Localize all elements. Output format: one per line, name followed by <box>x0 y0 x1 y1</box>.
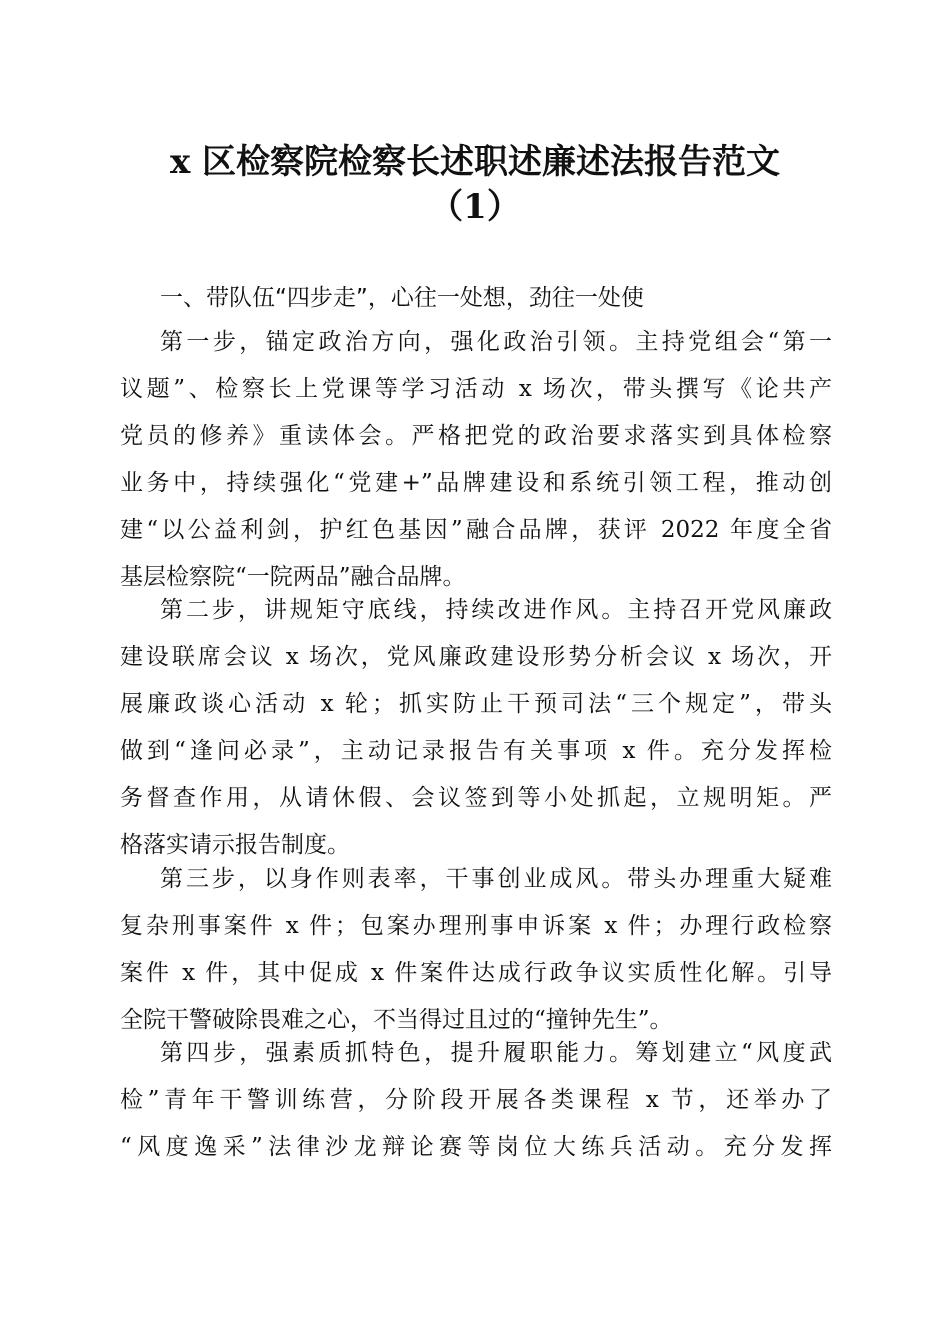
paragraph-step-three <box>120 856 832 1044</box>
paragraph-line: 议题”、检察长上党课等学习活动 x 场次，带头撰写《论共产 <box>120 376 832 402</box>
paragraph-line: 务督查作用，从请休假、会议签到等小处抓起，立规明矩。严 <box>120 785 832 811</box>
paragraph-line: 建“以公益利剑，护红色基因”融合品牌，获评 2022 年度全省 <box>120 517 832 543</box>
paragraph-line: 建设联席会议 x 场次，党风廉政建设形势分析会议 x 场次，开 <box>120 644 832 670</box>
document-title: x 区检察院检察长述职述廉述法报告范文 <box>169 142 781 182</box>
paragraph-line: 格落实请示报告制度。 <box>120 832 350 858</box>
paragraph-line: “风度逸采”法律沙龙辩论赛等岗位大练兵活动。充分发挥 <box>120 1134 832 1160</box>
paragraph-line: 做到“逢问必录”，主动记录报告有关事项 x 件。充分发挥检 <box>120 738 832 764</box>
paragraph-step-four <box>120 1030 832 1171</box>
paragraph-line: 全院干警破除畏难之心，不当得过且过的“撞钟先生”。 <box>120 1007 673 1033</box>
paragraph-line: 党员的修养》重读体会。严格把党的政治要求落实到具体检察 <box>120 423 832 449</box>
paragraph-line: 第四步，强素质抓特色，提升履职能力。筹划建立“风度武 <box>160 1040 832 1066</box>
paragraph-step-one <box>120 319 832 601</box>
paragraph-line: 展廉政谈心活动 x 轮；抓实防止干预司法“三个规定”，带头 <box>120 691 832 717</box>
paragraph-line: 基层检察院“一院两品”融合品牌。 <box>120 564 466 590</box>
paragraph-line: 复杂刑事案件 x 件；包案办理刑事申诉案 x 件；办理行政检察 <box>120 913 832 939</box>
document-title-number: （1） <box>429 187 521 227</box>
paragraph-line: 案件 x 件，其中促成 x 件案件达成行政争议实质性化解。引导 <box>120 960 832 986</box>
paragraph-line: 业务中，持续强化“党建+”品牌建设和系统引领工程，推动创 <box>120 470 832 496</box>
paragraph-line: 第一步，锚定政治方向，强化政治引领。主持党组会“第一 <box>160 329 832 355</box>
paragraph-line: 第二步，讲规矩守底线，持续改进作风。主持召开党风廉政 <box>160 597 832 623</box>
paragraph-line: 检”青年干警训练营，分阶段开展各类课程 x 节，还举办了 <box>120 1087 832 1113</box>
section-heading: 一、带队伍“四步走”，心往一处想，劲往一处使 <box>160 285 644 311</box>
paragraph-step-two <box>120 587 832 869</box>
paragraph-line: 第三步，以身作则表率，干事创业成风。带头办理重大疑难 <box>160 866 832 892</box>
